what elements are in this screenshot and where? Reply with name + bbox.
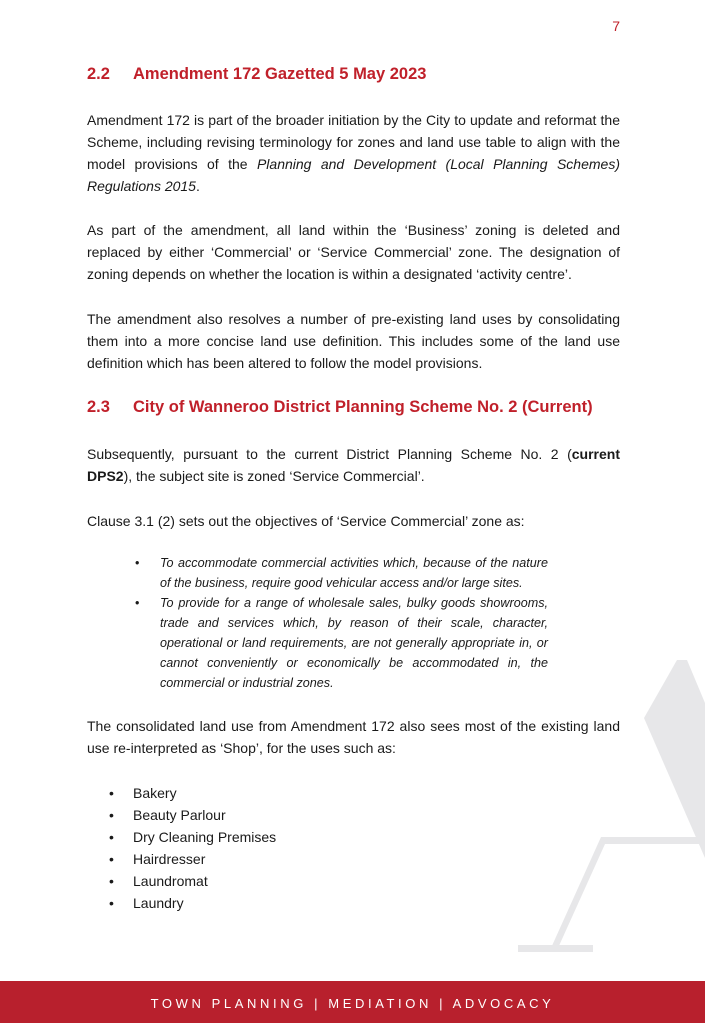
section-number: 2.2 bbox=[87, 65, 110, 83]
paragraph-clause-objectives: Clause 3.1 (2) sets out the objectives of ‘Service Commercial’ zone as: bbox=[87, 513, 525, 529]
use-item: • Bakery bbox=[109, 782, 276, 804]
section-heading-2-3 bbox=[87, 398, 593, 417]
defined-term: current DPS2 bbox=[87, 446, 620, 484]
section-title: City of Wanneroo District Planning Scheme No. 2 (Current) bbox=[133, 398, 593, 416]
paragraph-business-zoning: As part of the amendment, all land within the ‘Business’ zoning is deleted and replaced by either ‘Commercial’ or ‘Service Commercial’ zone. The designation of zoning depends on whether the location is within a designated ‘activity centre’. bbox=[87, 222, 620, 282]
paragraph-land-uses: The amendment also resolves a number of pre-existing land uses by consolidating them into a more concise land use definition. This includes some of the land use definition which has been altered to follow the model provisions. bbox=[87, 311, 620, 371]
paragraph-end: . bbox=[195, 178, 200, 194]
paragraph-text: ), the subject site is zoned ‘Service Commercial’. bbox=[123, 468, 425, 484]
section-title: Amendment 172 Gazetted 5 May 2023 bbox=[133, 65, 427, 83]
uses-list bbox=[109, 782, 276, 914]
objective-item: • To provide for a range of wholesale sales, bulky goods showrooms, trade and services which, by reason of their scale, character, operational or land requirements, are not generally appropriate in, or cannot conveniently or economically be accommodated in, the commercial or industrial zones. bbox=[135, 593, 548, 693]
watermark-lower-shape bbox=[551, 837, 705, 948]
page-number: 7 bbox=[612, 18, 620, 34]
section-heading-2-2 bbox=[87, 65, 426, 84]
paragraph-text: Subsequently, pursuant to the current District Planning Scheme No. 2 ( bbox=[87, 446, 572, 462]
objectives-list bbox=[135, 553, 548, 693]
footer-banner: TOWN PLANNING | MEDIATION | ADVOCACY bbox=[0, 981, 705, 1023]
use-item: • Beauty Parlour bbox=[109, 804, 276, 826]
use-item: • Hairdresser bbox=[109, 848, 276, 870]
regulation-title: Planning and Development (Local Planning Schemes) Regulations 2015 bbox=[87, 156, 620, 194]
watermark-upper-shape bbox=[644, 660, 705, 858]
use-item: • Laundry bbox=[109, 892, 276, 914]
use-item: • Dry Cleaning Premises bbox=[109, 826, 276, 848]
use-item: • Laundromat bbox=[109, 870, 276, 892]
objective-item: • To accommodate commercial activities which, because of the nature of the business, require good vehicular access and/or large sites. bbox=[135, 553, 548, 593]
watermark-logo bbox=[515, 655, 705, 955]
watermark-base-bar bbox=[518, 945, 593, 952]
paragraph-amendment-intro bbox=[87, 109, 620, 197]
paragraph-text: Amendment 172 is part of the broader initiation by the City to update and reformat the Scheme, including revising terminology for zones and land use table to align with the model provisions of the bbox=[87, 112, 620, 172]
section-number: 2.3 bbox=[87, 398, 110, 416]
paragraph-current-dps2 bbox=[87, 443, 620, 487]
paragraph-shop-uses: The consolidated land use from Amendment 172 also sees most of the existing land use re-interpreted as ‘Shop’, for the uses such as: bbox=[87, 718, 620, 756]
